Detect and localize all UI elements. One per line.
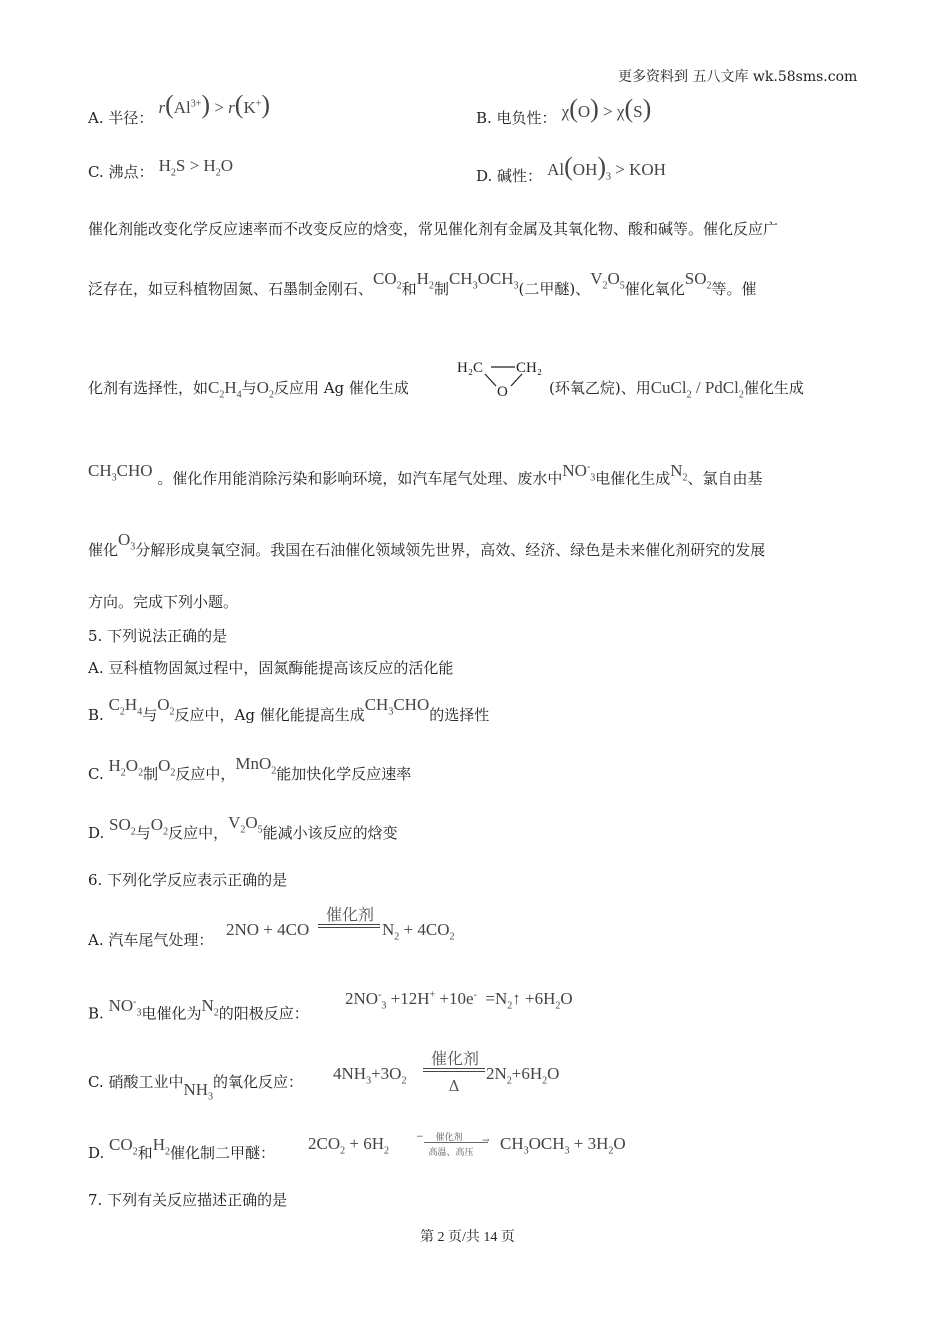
q6-option-b: B. $NO^-_3$电催化为$N_2$的阳极反应：	[88, 995, 309, 1023]
passage-line-1: 催化剂能改变化学反应速率而不改变反应的焓变，常见催化剂有金属及其氧化物、酸和碱等。催化反应广	[88, 220, 779, 238]
q5-option-d: D. $SO_2$与$O_2$反应中，$V_2O_5$能减小该反应的焓变	[88, 813, 398, 842]
passage-line-4: $CH_3CHO$ 。催化作用能消除污染和影响环境，如汽车尾气处理、废水中$NO^-_3$电催化生成$N_2$、氯自由基	[88, 460, 763, 488]
option-d: D. 碱性： $Al(OH)_3$ > KOH	[476, 152, 666, 185]
q6-option-d: D. $CO_2$和$H_2$催化制二甲醚：	[88, 1135, 275, 1162]
svg-text:H₂C: H₂C	[457, 360, 484, 376]
q6-equation-b: $2NO^-_3 +12H^+ +10e^-$ $=N_2↑ +6H_2O$	[345, 989, 573, 1012]
ethylene-oxide-structure	[455, 354, 550, 400]
passage-line-3: 化剂有选择性，如$C_2H_4$与$O_2$反应用 Ag 催化生成	[88, 378, 409, 401]
page-number: 第 2 页/共 14 页	[420, 1230, 515, 1245]
svg-text:CH₂: CH₂	[516, 360, 543, 376]
option-c: C. 沸点： $H_2S > H_2O$	[88, 156, 233, 181]
q5-option-c: C. $H_2O_2$制$O_2$反应中，MnO$_2$能加快化学反应速率	[88, 754, 412, 783]
passage-line-5: 催化$O_3$分解形成臭氧空洞。我国在石油催化领域领先世界，高效、经济、绿色是未来催化剂研究的发展	[88, 530, 766, 559]
option-a: A. 半径： $r(Al^{3+}) > r(K^+)$	[88, 90, 271, 127]
passage-line-6: 方向。完成下列小题。	[88, 593, 239, 611]
q5-option-b: B. $C_2H_4$与$O_2$反应中，Ag 催化能提高生成$CH_3CHO$的选择性	[88, 695, 490, 724]
passage-line-2: 泛存在，如豆科植物固氮、石墨制金刚石、$CO_2$和$H_2$制$CH_3OCH_3$(二甲醚)、$V_2O_5$催化氧化$SO_2$等。催	[88, 269, 757, 298]
svg-text:O: O	[497, 384, 508, 400]
option-b: B. 电负性： χ(O) > χ(S)	[476, 94, 652, 127]
q7-stem: 7. 下列有关反应描述正确的是	[88, 1191, 288, 1209]
q6-option-a: A. 汽车尾气处理：	[88, 931, 214, 949]
q5-option-a: A. 豆科植物固氮过程中，固氮酶能提高该反应的活化能	[88, 659, 454, 677]
passage-line-3b: (环氧乙烷)、用CuCl$_2$ / PdCl$_2$催化生成	[549, 378, 804, 401]
q5-stem: 5. 下列说法正确的是	[88, 627, 228, 645]
header-watermark: 更多资料到 五八文库 wk.58sms.com	[618, 69, 858, 85]
q6-option-c: C. 硝酸工业中$NH_3$的氧化反应：	[88, 1073, 304, 1103]
q6-stem: 6. 下列化学反应表示正确的是	[88, 871, 288, 889]
